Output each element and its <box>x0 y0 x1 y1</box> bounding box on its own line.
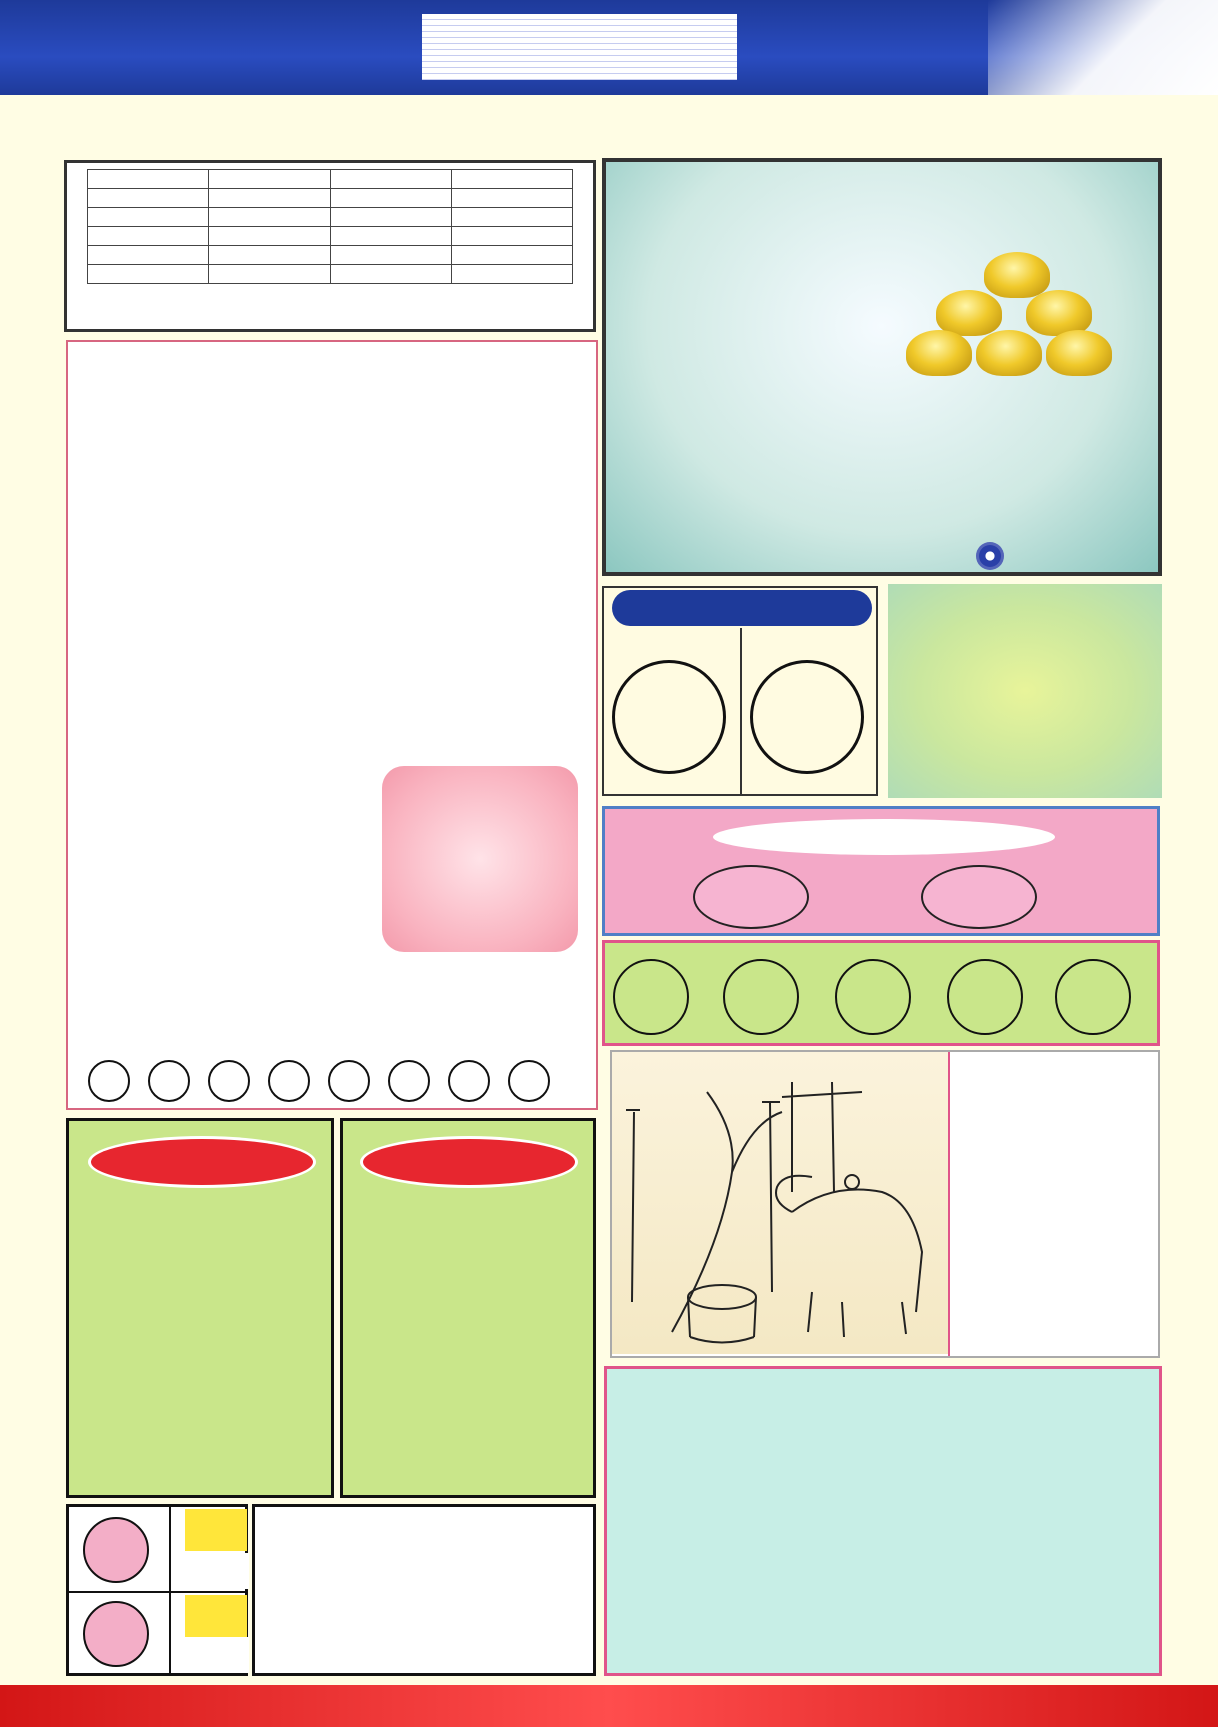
table-header-row <box>88 170 573 189</box>
draw-count-box <box>66 1504 248 1676</box>
special-even-circle <box>750 660 864 774</box>
count-tag <box>185 1595 247 1637</box>
number-circle <box>947 959 1023 1035</box>
number-ball <box>268 1060 310 1102</box>
cell <box>330 246 451 265</box>
gold-ingot-icon <box>1026 290 1092 336</box>
table-row <box>88 208 573 227</box>
prediction-heading <box>91 1139 313 1185</box>
col-header <box>451 170 572 189</box>
gold-formula-panel <box>252 1504 596 1676</box>
special-heading <box>612 590 872 626</box>
table-row <box>88 265 573 284</box>
cell <box>451 208 572 227</box>
cell <box>451 265 572 284</box>
cell <box>451 189 572 208</box>
cover-marksix-logo <box>976 542 1016 570</box>
number-ball <box>88 1060 130 1102</box>
cell <box>88 246 209 265</box>
lucky-heading <box>713 819 1055 855</box>
cell <box>88 189 209 208</box>
number-ball <box>508 1060 550 1102</box>
almanac-panel <box>604 1366 1162 1676</box>
selected-numbers <box>88 1060 550 1102</box>
page-title <box>422 14 737 80</box>
col-header <box>330 170 451 189</box>
divider <box>740 628 742 794</box>
number-circle <box>1055 959 1131 1035</box>
border-left <box>10 140 52 1640</box>
number-ball <box>448 1060 490 1102</box>
divider <box>69 1591 245 1593</box>
cover-panel <box>602 158 1162 576</box>
number-ball <box>328 1060 370 1102</box>
tiger-icon <box>693 865 809 929</box>
zodiac-poem-panel <box>340 1118 596 1498</box>
divider <box>169 1507 171 1673</box>
number-circle <box>835 959 911 1035</box>
meeting-panel <box>66 340 598 1110</box>
cell <box>209 265 330 284</box>
gold-ingot-icon <box>1046 330 1112 376</box>
col-header <box>209 170 330 189</box>
gold-ingot-icon <box>936 290 1002 336</box>
cell <box>88 227 209 246</box>
bottom-banner <box>0 1685 1218 1727</box>
gold-ingot-icon <box>906 330 972 376</box>
secret-picture-card <box>382 766 578 952</box>
decorative-green-box <box>888 584 1162 798</box>
count-tag <box>185 1509 247 1551</box>
count-value <box>179 1553 249 1589</box>
number-ball <box>148 1060 190 1102</box>
cell <box>451 227 572 246</box>
cell <box>88 265 209 284</box>
table-row <box>88 246 573 265</box>
title-box <box>422 14 737 80</box>
cell <box>330 265 451 284</box>
cell <box>451 246 572 265</box>
count-value <box>179 1637 249 1673</box>
number-circle <box>613 959 689 1035</box>
number-circle <box>723 959 799 1035</box>
col-header <box>88 170 209 189</box>
table-row <box>88 227 573 246</box>
riddle-picture-panel <box>610 1050 1160 1358</box>
hot-cold-table-panel <box>64 160 596 332</box>
cell <box>209 208 330 227</box>
ox-sketch-icon <box>612 1052 948 1354</box>
gold-ingot-icon <box>984 252 1050 298</box>
gold-ingot-icon <box>976 330 1042 376</box>
special-code-panel <box>602 586 878 796</box>
border-top <box>10 104 1210 144</box>
divider <box>948 1052 950 1356</box>
special-prediction-panel <box>66 1118 334 1498</box>
cell <box>209 246 330 265</box>
cell <box>330 227 451 246</box>
numbers-panel <box>602 940 1160 1046</box>
cell <box>209 227 330 246</box>
number-circle <box>83 1601 149 1667</box>
sketch-illustration <box>612 1052 948 1354</box>
cell <box>209 189 330 208</box>
border-right <box>1168 140 1210 1640</box>
cell <box>330 208 451 227</box>
lucky-zodiac-panel <box>602 806 1160 936</box>
number-ball <box>388 1060 430 1102</box>
number-circle <box>83 1517 149 1583</box>
special-small-circle <box>612 660 726 774</box>
table-row <box>88 189 573 208</box>
zodiac-poem-heading <box>363 1139 575 1185</box>
flower-icon <box>976 542 1004 570</box>
hot-cold-table <box>87 169 573 284</box>
number-ball <box>208 1060 250 1102</box>
cell <box>88 208 209 227</box>
horse-icon <box>921 865 1037 929</box>
cell <box>330 189 451 208</box>
